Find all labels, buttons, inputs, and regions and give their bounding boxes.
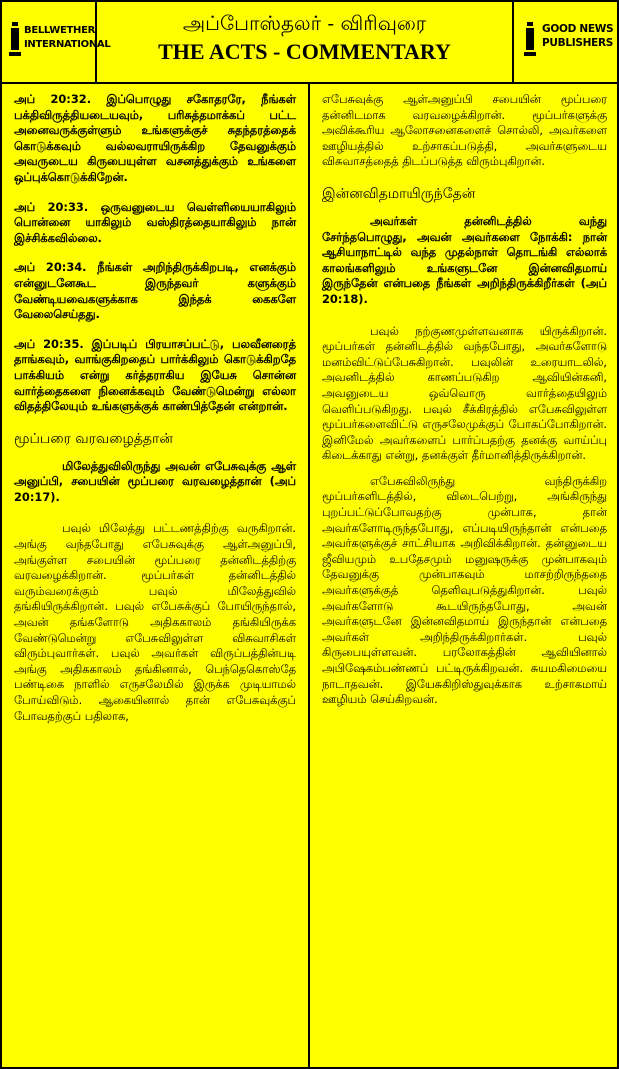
verse-20-34: அப் 20:34. நீங்கள் அறிந்திருக்கிறபடி, எனக்கும் என்னுடனேகூட இருந்தவர் களுக்கும் வேண்டியவைகளுக்காக இந்தக் கைகளே வேலைசெய்தது. — [14, 260, 296, 322]
intro-verse-20-17: மிலேத்துவிலிருந்து அவன் எபேசுவுக்கு ஆள் அனுப்பி, சபையின் மூப்பரை வரவழைத்தான் (அப் 20:17). — [14, 458, 296, 504]
header-banner — [2, 2, 617, 84]
right-column — [312, 84, 617, 1067]
title-area — [99, 2, 510, 82]
verse-20-32: அப் 20:32. இப்பொழுது சகோதரரே, நீங்கள் பக்திவிருத்தியடையவும், பரிசுத்தமாக்கப் பட்ட அனைவருக்குள்ளும் உங்களுக்குச் சுதந்தரத்தைக் கொடுக்கவும் வல்லவராயிருக்கிற தேவனுக்கும் அவருடைய கிருபையுள்ள வசனத்துக்கும் உங்களை ஒப்புக்கொடுக்கிறேன். — [14, 92, 296, 184]
left-column — [2, 84, 310, 1067]
commentary-paragraph: பவுல் மிலேத்து பட்டணத்திற்கு வருகிறான். அங்கு வந்தபோது எபேசுவுக்கு ஆள்அனுப்பி, அங்குள்ள சபையின் மூப்பரை தன்னிடத்திற்கு வரவழைக்கிறான். மூப்பர்கள் தன்னிடத்தில் வரும்வரைக்கும் பவுல் மிலேத்துவில் தங்கியிருக்கிறான். பவுல் எபேசுக்குப் போயிருந்தால், அவன் தங்களோடு அதிககாலம் தங்கியிருக்க வேண்டுமென்று எபேசுவிலுள்ள விசுவாசிகள் விரும்புவார்கள். பவுல் அவர்கள் விருப்பத்தின்படி அங்கு அதிககாலம் தங்கினால், பெந்தெகொஸ்தே பண்டிகை நாளில் எருசலேமில் இருக்க முடியாமல் போய்விடும். ஆகையினால் தான் எபேசுவுக்குப் போவதற்குப் பதிலாக, — [14, 521, 296, 723]
logo-right-line2: PUBLISHERS — [542, 37, 613, 49]
commentary-paragraph-2: எபேசுவிலிருந்து வந்திருக்கிற மூப்பர்களிடத்தில், விடைபெற்று, அங்கிருந்து புறப்பட்டுப்போவதற்கு முன்பாக, தான் அவர்களோடிருந்தபோது, எப்படியிருந்தான் என்பதை அவர்களுக்குச் சாட்சியாக அறிவிக்கிறான். தன்னுடைய ஜீவியமும் உபதேசமும் மனுஷருக்கு முன்பாகவும் தேவனுக்கு முன்பாகவும் மாசற்றிருந்ததை அவர்களுக்குத் தெளிவுபடுத்துகிறான். பவுல் அவர்களோடு கூடயிருந்தபோது, அவன் அவர்களுடனே இன்னவிதமாய் இருந்தான் என்பதை அவர்கள் அறிந்திருக்கிறார்கள். பவுல் கிருபையுள்ளவன். பரலோகத்தின் ஆவியினால் அபிஷேகம்பண்ணப் பட்டிருக்கிறவன். சுயமகிமையை நாடாதவன். இயேசுகிறிஸ்துவுக்காக உற்சாகமாய் ஊழியம் செய்கிறவன். — [322, 473, 607, 707]
logo-left-line2: INTERNATIONAL — [24, 39, 111, 50]
title-tamil: அப்போஸ்தலர் - விரிவுரை — [182, 11, 427, 35]
section-heading-manner: இன்னவிதமாயிருந்தேன் — [322, 185, 476, 202]
section-heading-elders: மூப்பரை வரவழைத்தான் — [14, 430, 173, 447]
bellwether-logo — [2, 2, 111, 82]
verse-20-33: அப் 20:33. ஒருவனுடைய வெள்ளியையாகிலும் பொன்னை யாகிலும் வஸ்திரத்தையாகிலும் நான் இச்சிக்கவில்லை. — [14, 199, 296, 245]
good-news-logo-mark — [524, 20, 536, 58]
commentary-paragraph-1: பவுல் நற்குணமுள்ளவனாக யிருக்கிறான். மூப்பர்கள் தன்னிடத்தில் வந்தபோது, அவர்களோடு மனம்விட்டுப்பேசுகிறான். பவுலின் உரையாடலில், அவனிடத்தில் காணப்படுகிற ஆவியின்கனி, அவனுடைய ஒவ்வொரு வார்த்தையிலும் வெளிப்படுகிறது. பவுல் சீக்கிரத்தில் எபேசுவிலுள்ள மூப்பர்களைவிட்டு எருசலேமுக்குப் போகப்போகிறான். இனிமேல் அவர்களைப் பார்ப்பதற்கு தனக்கு வாய்ப்பு கிடைக்காது என்று, தனக்குள் தீர்மானித்திருக்கிறான். — [322, 323, 607, 463]
continuation-paragraph: எபேசுவுக்கு ஆள்அனுப்பி சபையின் மூப்பரை தன்னிடமாக வரவழைக்கிறான். மூப்பர்களுக்கு அவிக்கூரிய ஆலோசனைகளைச் சொல்லி, அவர்களை ஊழியத்தில் உற்சாகப்படுத்தி, அவர்களுடைய விசுவாசத்தைத் திடப்படுத்த விரும்புகிறான். — [322, 92, 607, 169]
logo-left-line1: BELLWETHER — [24, 25, 96, 36]
quote-verse-20-18: அவர்கள் தன்னிடத்தில் வந்து சேர்ந்தபொழுது, அவன் அவர்களை நோக்கி: நான் ஆசியாநாட்டில் வந்த முதல்நாள் தொடங்கி எல்லாக் காலங்களிலும் உங்களுடனே இன்னவிதமாய் இருந்தேன் என்பதை நீங்கள் அறிந்திருக்கிறீர்கள் (அப் 20:18). — [322, 213, 607, 306]
bellwether-logo-mark — [9, 20, 21, 58]
title-english: THE ACTS - COMMENTARY — [158, 39, 451, 64]
logo-right-line1: GOOD NEWS — [542, 23, 614, 35]
verse-20-35: அப் 20:35. இப்படிப் பிரயாசப்பட்டு, பலவீனரைத் தாங்கவும், வாங்குகிறதைப் பார்க்கிலும் கொடுக்கிறதே பாக்கியம் என்று கர்த்தராகிய இயேசு சொன்ன வார்த்தைகளை நினைக்கவும் வேண்டுமென்று எல்லா விதத்திலேயும் உங்களுக்குக் காண்பித்தேன் என்றான். — [14, 336, 296, 414]
good-news-logo — [512, 2, 617, 82]
